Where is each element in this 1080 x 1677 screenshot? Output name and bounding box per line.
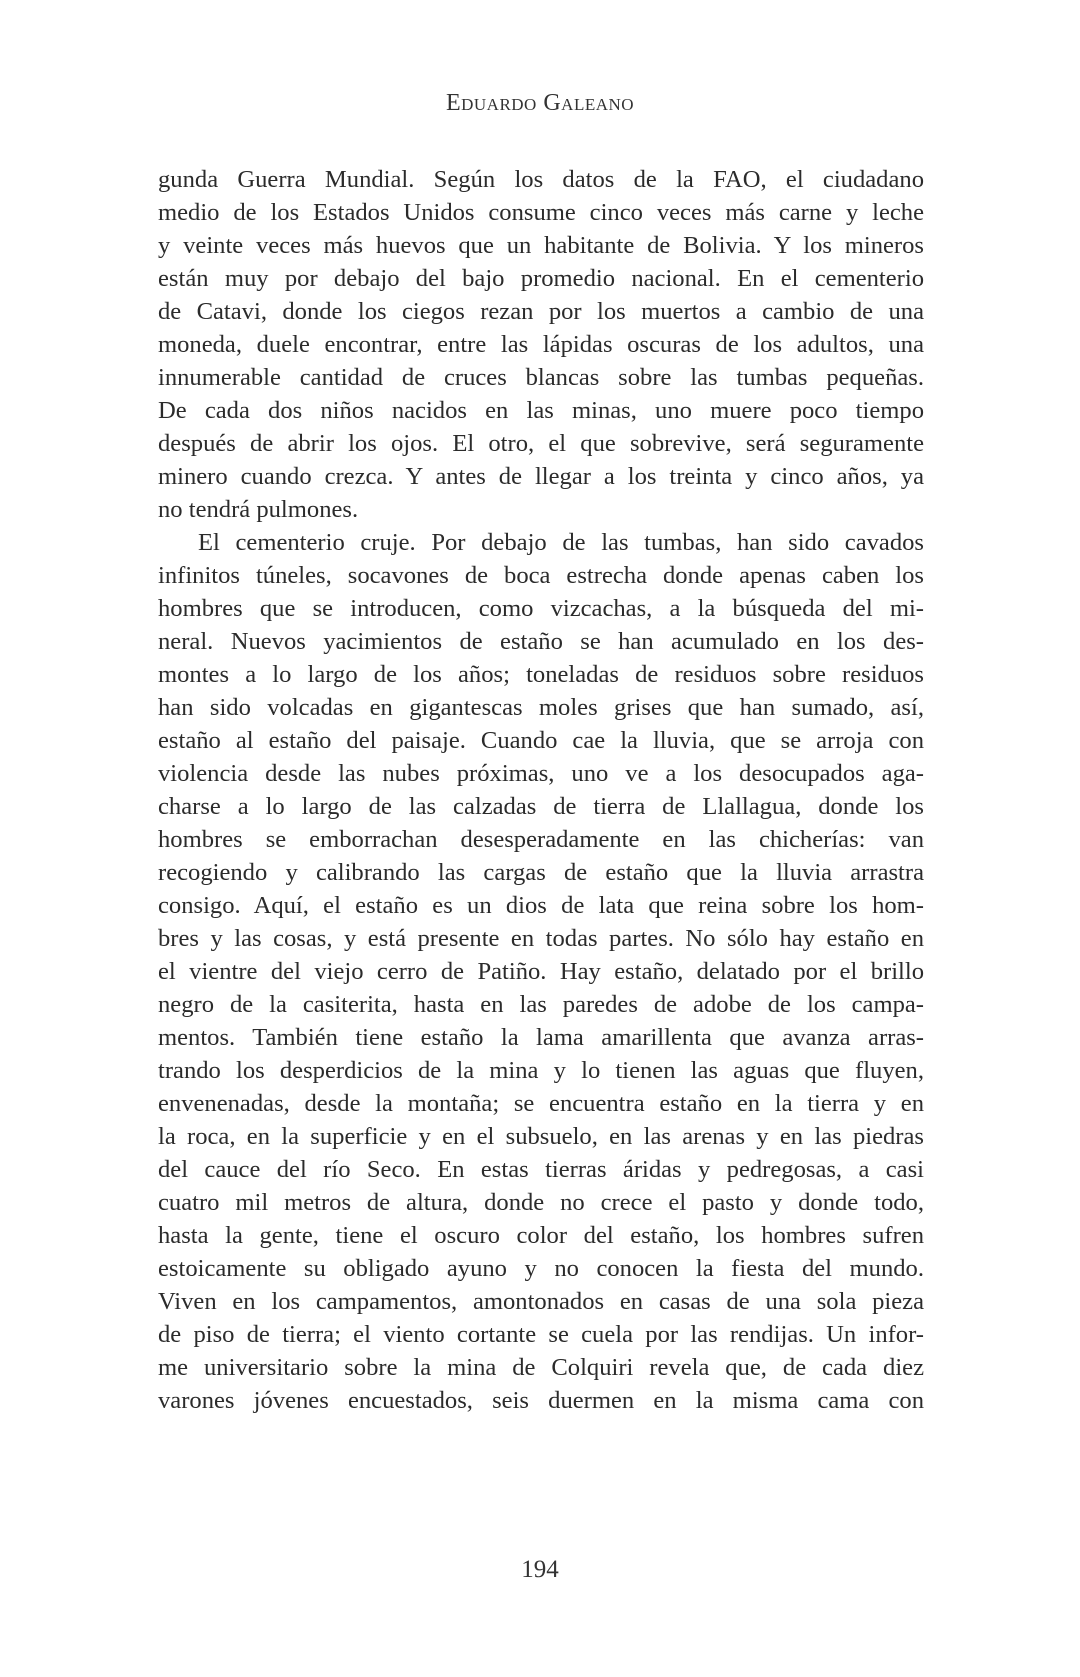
text-line: Viven en los campamentos, amontonados en casas de una sola pieza — [158, 1288, 924, 1315]
text-line: y veinte veces más huevos que un habitante de Bolivia. Y los mineros — [158, 232, 924, 259]
text-line: hasta la gente, tiene el oscuro color del estaño, los hombres sufren — [158, 1222, 924, 1249]
text-line: montes a lo largo de los años; toneladas de residuos sobre residuos — [158, 661, 924, 688]
text-line: del cauce del río Seco. En estas tierras áridas y pedregosas, a casi — [158, 1156, 924, 1183]
text-line: no tendrá pulmones. — [158, 496, 359, 523]
text-line: están muy por debajo del bajo promedio nacional. En el cementerio — [158, 265, 924, 292]
text-line: charse a lo largo de las calzadas de tierra de Llallagua, donde los — [158, 793, 924, 820]
text-line: infinitos túneles, socavones de boca estrecha donde apenas caben los — [158, 562, 924, 589]
text-line: trando los desperdicios de la mina y lo tienen las aguas que fluyen, — [158, 1057, 924, 1084]
text-line: minero cuando crezca. Y antes de llegar a los treinta y cinco años, ya — [158, 463, 924, 490]
text-line: envenenadas, desde la montaña; se encuentra estaño en la tierra y en — [158, 1090, 924, 1117]
text-line: neral. Nuevos yacimientos de estaño se han acumulado en los des- — [158, 628, 924, 655]
text-line: consigo. Aquí, el estaño es un dios de lata que reina sobre los hom- — [158, 892, 924, 919]
paragraph-1 — [158, 163, 924, 526]
text-line: innumerable cantidad de cruces blancas sobre las tumbas pequeñas. — [158, 364, 924, 391]
text-line: De cada dos niños nacidos en las minas, uno muere poco tiempo — [158, 397, 924, 424]
text-line: estaño al estaño del paisaje. Cuando cae la lluvia, que se arroja con — [158, 727, 924, 754]
paragraph-2 — [158, 526, 924, 1417]
text-line: gunda Guerra Mundial. Según los datos de la FAO, el ciudadano — [158, 166, 924, 193]
text-line: después de abrir los ojos. El otro, el que sobrevive, será seguramente — [158, 430, 924, 457]
running-head-author: Eduardo Galeano — [445, 90, 635, 116]
text-line: de Catavi, donde los ciegos rezan por los muertos a cambio de una — [158, 298, 924, 325]
text-line: me universitario sobre la mina de Colquiri revela que, de cada diez — [158, 1354, 924, 1381]
text-line: varones jóvenes encuestados, seis duermen en la misma cama con — [158, 1387, 924, 1414]
text-line: cuatro mil metros de altura, donde no crece el pasto y donde todo, — [158, 1189, 924, 1216]
page-number: 194 — [521, 1556, 559, 1583]
text-line: hombres que se introducen, como vizcachas, a la búsqueda del mi- — [158, 595, 924, 622]
text-line: la roca, en la superficie y en el subsuelo, en las arenas y en las piedras — [158, 1123, 924, 1150]
text-line: recogiendo y calibrando las cargas de estaño que la lluvia arrastra — [158, 859, 924, 886]
text-line: bres y las cosas, y está presente en todas partes. No sólo hay estaño en — [158, 925, 924, 952]
text-line: violencia desde las nubes próximas, uno ve a los desocupados aga- — [158, 760, 924, 787]
text-line: hombres se emborrachan desesperadamente en las chicherías: van — [158, 826, 924, 853]
text-line: mentos. También tiene estaño la lama amarillenta que avanza arras- — [158, 1024, 924, 1051]
text-line: estoicamente su obligado ayuno y no conocen la fiesta del mundo. — [158, 1255, 924, 1282]
text-line: el vientre del viejo cerro de Patiño. Hay estaño, delatado por el brillo — [158, 958, 924, 985]
body-text — [158, 163, 924, 1417]
text-line: han sido volcadas en gigantescas moles grises que han sumado, así, — [158, 694, 924, 721]
text-line: El cementerio cruje. Por debajo de las tumbas, han sido cavados — [198, 529, 924, 556]
text-line: moneda, duele encontrar, entre las lápidas oscuras de los adultos, una — [158, 331, 924, 358]
text-line: medio de los Estados Unidos consume cinco veces más carne y leche — [158, 199, 924, 226]
text-line: de piso de tierra; el viento cortante se cuela por las rendijas. Un infor- — [158, 1321, 924, 1348]
text-line: negro de la casiterita, hasta en las paredes de adobe de los campa- — [158, 991, 924, 1018]
